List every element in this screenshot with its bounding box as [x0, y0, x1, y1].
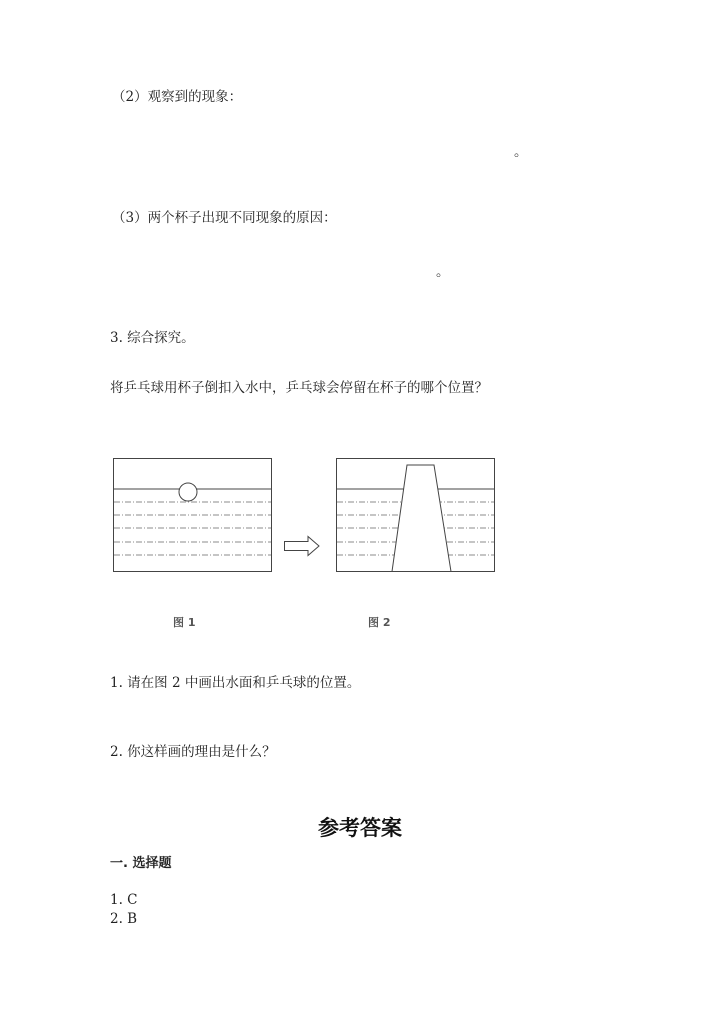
- ping-pong-ball: [179, 483, 197, 501]
- figure-1-water-lines: [114, 502, 271, 555]
- figure-2-caption: 图 2: [368, 616, 391, 629]
- question-3-label: （3）两个杯子出现不同现象的原因：: [112, 210, 337, 226]
- question-2-label: （2）观察到的现象：: [112, 89, 243, 105]
- answer-key-title: 参考答案: [318, 815, 402, 840]
- section-3-title: 3. 综合探究。: [110, 330, 195, 346]
- figure-1-diagram: [113, 458, 273, 573]
- section-3-prompt: 将乒乓球用杯子倒扣入水中，乒乓球会停留在杯子的哪个位置？: [110, 380, 488, 396]
- question-2-blank-end: 。: [514, 144, 528, 160]
- question-3-blank-end: 。: [436, 264, 450, 280]
- sub-question-1: 1. 请在图 2 中画出水面和乒乓球的位置。: [110, 675, 361, 691]
- inverted-cup: [392, 465, 451, 572]
- answer-item: 2. B: [110, 911, 138, 927]
- answer-item: 1. C: [110, 892, 138, 908]
- figure-1-caption: 图 1: [173, 616, 196, 629]
- right-arrow-icon: [284, 536, 320, 556]
- answer-section-heading: 一. 选择题: [110, 856, 172, 871]
- figure-2-diagram: [336, 458, 496, 573]
- sub-question-2: 2. 你这样画的理由是什么？: [110, 744, 276, 760]
